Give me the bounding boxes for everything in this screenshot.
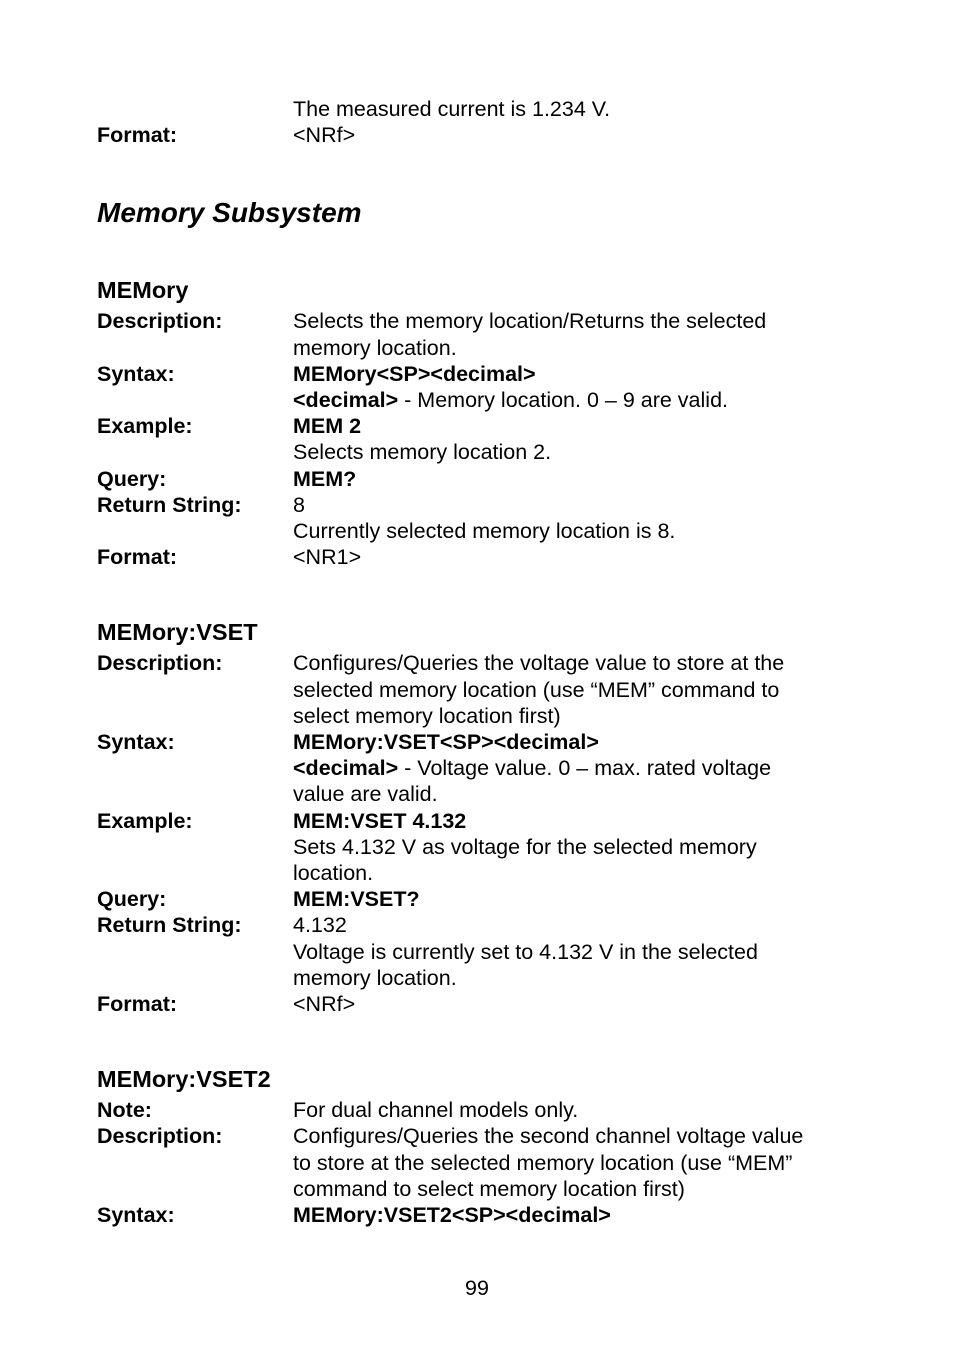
example-text: MEM 2 bbox=[293, 414, 362, 439]
return-string-label: Return String: bbox=[97, 913, 242, 938]
vset-syntax-row bbox=[97, 729, 857, 808]
note-text: For dual channel models only. bbox=[293, 1098, 579, 1123]
memory-query-row bbox=[97, 466, 857, 492]
example-label: Example: bbox=[97, 414, 193, 439]
section-title: Memory Subsystem bbox=[97, 197, 362, 229]
syntax-param bbox=[293, 387, 857, 413]
description-label: Description: bbox=[97, 1124, 223, 1149]
format-label: Format: bbox=[97, 545, 178, 570]
vset2-note-row bbox=[97, 1097, 857, 1123]
syntax-label: Syntax: bbox=[97, 1203, 175, 1228]
top-format-row bbox=[97, 122, 857, 148]
return-value: 8 bbox=[293, 492, 305, 517]
param-desc-continued: value are valid. bbox=[293, 782, 438, 807]
format-label: Format: bbox=[97, 992, 178, 1017]
example-label: Example: bbox=[97, 808, 193, 833]
vset-description bbox=[293, 650, 857, 729]
memory-example-row bbox=[97, 413, 857, 465]
return-string-label: Return String: bbox=[97, 492, 242, 517]
vset-description-row bbox=[97, 650, 857, 729]
format-value: <NRf> bbox=[293, 992, 356, 1017]
return-value: 4.132 bbox=[293, 913, 347, 938]
memory-description bbox=[293, 308, 857, 360]
param-name: <decimal> bbox=[293, 388, 399, 413]
description-line: Configures/Queries the voltage value to store at the bbox=[293, 651, 785, 676]
syntax-param bbox=[293, 755, 857, 781]
vset2-description bbox=[293, 1123, 857, 1202]
memory-return bbox=[293, 492, 857, 544]
syntax-label: Syntax: bbox=[97, 730, 175, 755]
return-desc: Voltage is currently set to 4.132 V in the selected bbox=[293, 939, 758, 964]
description-line: selected memory location (use “MEM” command to bbox=[293, 677, 780, 702]
query-label: Query: bbox=[97, 887, 167, 912]
description-label: Description: bbox=[97, 309, 223, 334]
description-line: memory location. bbox=[293, 335, 457, 360]
vset-return-row bbox=[97, 912, 857, 991]
example-desc: location. bbox=[293, 861, 374, 886]
memory-syntax bbox=[293, 361, 857, 413]
memory-description-row bbox=[97, 308, 857, 360]
description-label: Description: bbox=[97, 651, 223, 676]
vset2-syntax-row bbox=[97, 1202, 857, 1228]
note-label: Note: bbox=[97, 1098, 152, 1123]
format-value: <NR1> bbox=[293, 545, 362, 570]
vset-format-row bbox=[97, 991, 857, 1017]
memory-command-title: MEMory bbox=[97, 277, 189, 304]
description-line: Configures/Queries the second channel voltage value bbox=[293, 1124, 804, 1149]
param-desc: - Memory location. 0 – 9 are valid. bbox=[398, 388, 728, 413]
query-text: MEM:VSET? bbox=[293, 887, 420, 912]
return-desc: Currently selected memory location is 8. bbox=[293, 519, 676, 544]
format-value: <NRf> bbox=[293, 123, 356, 148]
vset2-command-title: MEMory:VSET2 bbox=[97, 1066, 271, 1093]
top-continuation-row bbox=[97, 96, 857, 122]
syntax-text: MEMory<SP><decimal> bbox=[293, 361, 536, 386]
syntax-label: Syntax: bbox=[97, 361, 175, 386]
example-desc: Selects memory location 2. bbox=[293, 440, 552, 465]
query-label: Query: bbox=[97, 466, 167, 491]
manual-page bbox=[97, 96, 857, 1228]
vset-syntax bbox=[293, 729, 857, 808]
vset-command-title: MEMory:VSET bbox=[97, 619, 258, 646]
memory-example bbox=[293, 413, 857, 465]
description-line: Selects the memory location/Returns the selected bbox=[293, 309, 767, 334]
format-label: Format: bbox=[97, 123, 178, 148]
syntax-text: MEMory:VSET<SP><decimal> bbox=[293, 730, 599, 755]
description-line: select memory location first) bbox=[293, 703, 561, 728]
measured-current-text: The measured current is 1.234 V. bbox=[293, 97, 611, 121]
description-line: to store at the selected memory location (use “MEM” bbox=[293, 1150, 793, 1175]
spacer-label bbox=[97, 96, 293, 122]
return-desc: memory location. bbox=[293, 965, 457, 990]
description-line: command to select memory location first) bbox=[293, 1176, 685, 1201]
query-text: MEM? bbox=[293, 466, 357, 491]
example-text: MEM:VSET 4.132 bbox=[293, 808, 467, 833]
example-desc: Sets 4.132 V as voltage for the selected memory bbox=[293, 834, 757, 859]
syntax-text: MEMory:VSET2<SP><decimal> bbox=[293, 1203, 611, 1228]
page-number: 99 bbox=[465, 1276, 489, 1300]
memory-return-row bbox=[97, 492, 857, 544]
memory-format-row bbox=[97, 544, 857, 570]
vset-example-row bbox=[97, 808, 857, 887]
param-name: <decimal> bbox=[293, 756, 399, 781]
vset-query-row bbox=[97, 886, 857, 912]
memory-syntax-row bbox=[97, 361, 857, 413]
vset-example bbox=[293, 808, 857, 887]
param-desc: - Voltage value. 0 – max. rated voltage bbox=[398, 756, 772, 781]
vset2-description-row bbox=[97, 1123, 857, 1202]
vset-return bbox=[293, 912, 857, 991]
